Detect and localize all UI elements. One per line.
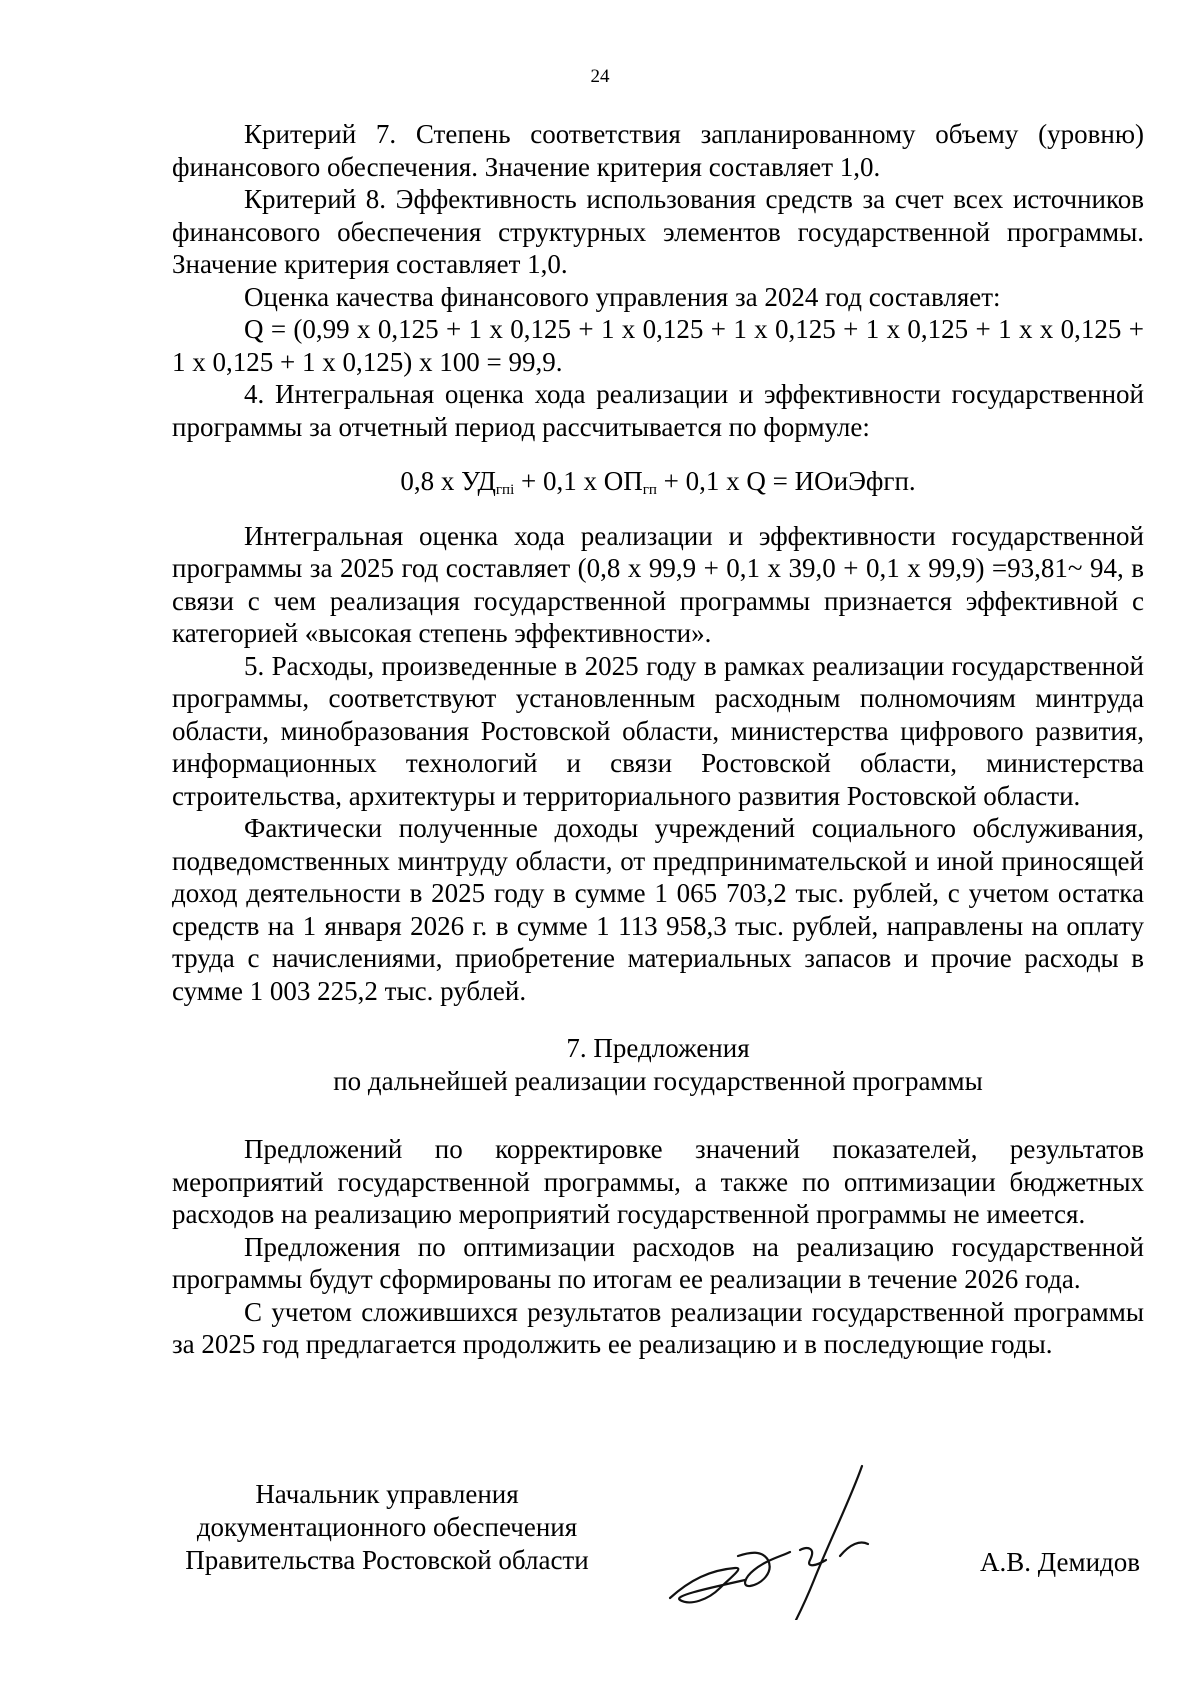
signatory-title-line-1: Начальник управления [255,1479,519,1509]
formula-subscript-1: гпi [495,482,515,498]
signatory-title-line-3: Правительства Ростовской области [185,1545,589,1575]
signatory-title [172,1478,602,1577]
criterion-8-paragraph: Критерий 8. Эффективность использования средств за счет всех источников финансового обеспечения структурных элементов государственной программы. Значение критерия составляет 1,0. [172,184,1144,279]
integral-assessment-intro: 4. Интегральная оценка хода реализации и эффективности государственной программы за отчетный период рассчитывается по формуле: [172,379,1144,442]
section-heading-line-1: 7. Предложения [566,1033,750,1063]
q-calculation-paragraph: Q = (0,99 х 0,125 + 1 х 0,125 + 1 х 0,125 + 1 х 0,125 + 1 х 0,125 + 1 х х 0,125 + 1 х 0,125 + 1 х 0,125) х 100 = 99,9. [172,314,1144,377]
handwritten-signature [650,1460,950,1620]
formula-part-2: + 0,1 х ОП [514,466,643,496]
criterion-7-paragraph: Критерий 7. Степень соответствия запланированному объему (уровню) финансового обеспечения. Значение критерия составляет 1,0. [172,119,1144,182]
signatory-title-line-2: документационного обеспечения [196,1512,578,1542]
page-number: 24 [590,66,610,87]
formula-subscript-2: гп [642,482,657,498]
formula-part-3: + 0,1 х Q = ИОиЭфгп. [656,466,916,496]
proposals-paragraph-3: С учетом сложившихся результатов реализации государственной программы за 2025 год предлагается продолжить ее реализацию и в последующие годы. [172,1296,1144,1359]
integral-result-paragraph: Интегральная оценка хода реализации и эффективности государственной программы за 2025 год составляет (0,8 х 99,9 + 0,1 х 39,0 + 0,1 х 99,9) =93,81~ 94, в связи с чем реализация государственной программы признается эффективной с категорией «высокая степень эффективности». [172,520,1144,648]
expenses-paragraph: 5. Расходы, произведенные в 2025 году в рамках реализации государственной программы, соответствуют установленным расходным полномочиям минтруда области, минобразования Ростовской области, министерства цифрового развития, информационных технологий и связи Ростовской области, министерства строительства, архитектуры и территориального развития Ростовской области. [172,650,1144,811]
proposals-paragraph-1: Предложений по корректировке значений показателей, результатов мероприятий государственной программы, а также по оптимизации бюджетных расходов на реализацию мероприятий государственной программы не имеется. [172,1134,1144,1229]
income-paragraph: Фактически полученные доходы учреждений социального обслуживания, подведомственных минтруду области, от предпринимательской и иной приносящей доход деятельности в 2025 году в сумме 1 065 703,2 тыс. рублей, с учетом остатка средств на 1 января 2026 г. в сумме 1 113 958,3 тыс. рублей, направлены на оплату труда с начислениями, приобретение материальных запасов и прочие расходы в сумме 1 003 225,2 тыс. рублей. [172,813,1144,1006]
section-heading-line-2: по дальнейшей реализации государственной программы [333,1065,983,1096]
section-spacer [172,1097,1144,1133]
document-body [172,118,1144,1361]
proposals-paragraph-2: Предложения по оптимизации расходов на реализацию государственной программы будут сформированы по итогам ее реализации в течение 2026 года. [172,1231,1144,1294]
formula-part-1: 0,8 х УД [400,466,496,496]
integral-formula [172,465,1144,498]
financial-quality-paragraph: Оценка качества финансового управления за 2024 год составляет: [244,281,1001,312]
signatory-name: А.В. Демидов [980,1547,1141,1577]
